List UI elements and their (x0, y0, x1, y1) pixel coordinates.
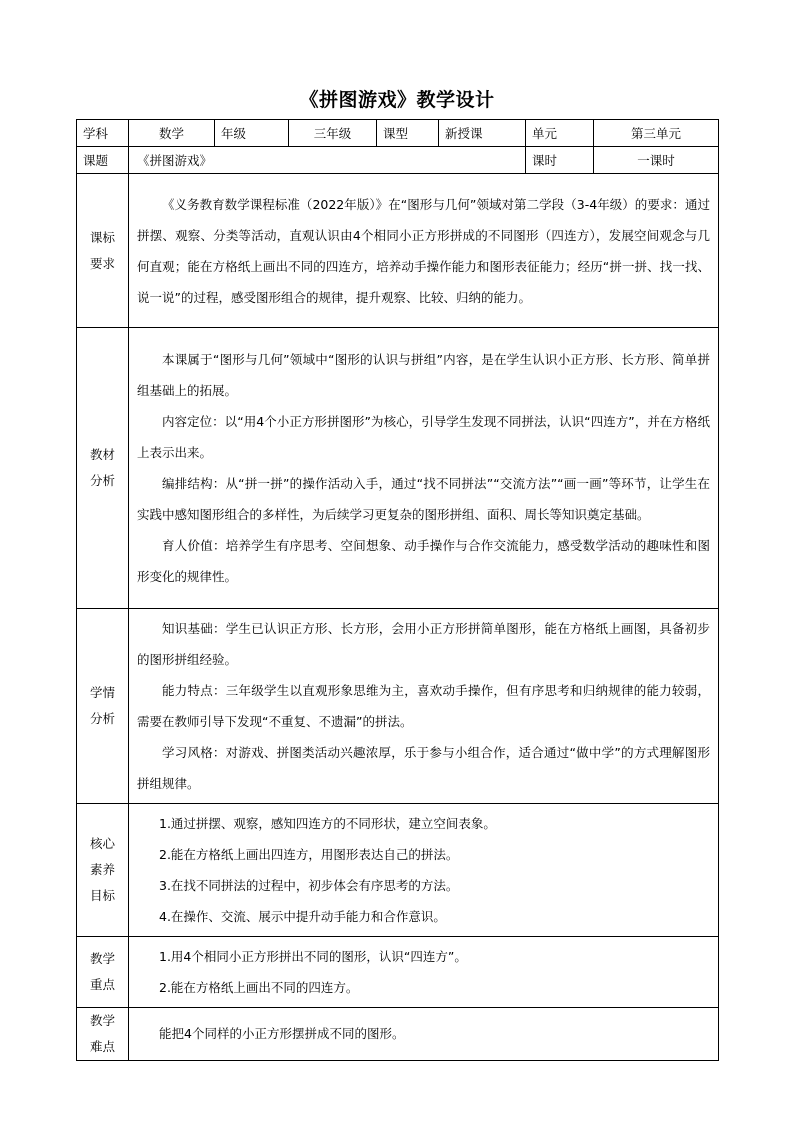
table-row (77, 328, 719, 609)
list-item: 2.能在方格纸上画出四连方，用图形表达自己的拼法。 (159, 847, 459, 862)
textbook-analysis-text: 本课属于“图形与几何”领域中“图形的认识与拼组”内容，是在学生认识小正方形、长方形、简单拼组基础上的拓展。 内容定位：以“用4个小正方形拼图形”为核心，引导学生发现不同拼法，认识“四连方”，并在方格纸上表示出来。 编排结构：从“拼一拼”的操作活动入手，通过“找不同拼法”“交流方法”“画一画”等环节，让学生在实践中感知图形组合的多样性，为后续学习更复杂的图形拼组、面积、周长等知识奠定基础。 育人价值：培养学生有序思考、空间想象、动手操作与合作交流能力，感受数学活动的趣味性和图形变化的规律性。 (129, 328, 719, 609)
unit-label: 单元 (526, 120, 594, 147)
table-row (77, 147, 719, 174)
subject-value: 数学 (129, 120, 215, 147)
table-row (77, 120, 719, 147)
lesson-type-label: 课型 (377, 120, 439, 147)
grade-label: 年级 (215, 120, 289, 147)
difficulty-text: 能把4个同样的小正方形摆拼成不同的图形。 (129, 1008, 719, 1061)
standards-text: 《义务教育数学课程标准（2022年版）》在“图形与几何”领域对第二学段（3-4年级）的要求：通过拼摆、观察、分类等活动，直观认识由4个相同小正方形拼成的不同图形（四连方），发展空间观念与几何直观；能在方格纸上画出不同的四连方，培养动手操作能力和图形表征能力；经历“拼一拼、找一找、说一说”的过程，感受图形组合的规律，提升观察、比较、归纳的能力。 (129, 174, 719, 328)
lesson-plan-table (76, 119, 719, 1061)
list-item: 4.在操作、交流、展示中提升动手能力和合作意识。 (159, 909, 446, 924)
period-label: 课时 (526, 147, 594, 174)
student-analysis-text: 知识基础：学生已认识正方形、长方形，会用小正方形拼简单图形，能在方格纸上画图，具备初步的图形拼组经验。 能力特点：三年级学生以直观形象思维为主，喜欢动手操作，但有序思考和归纳规律的能力较弱，需要在教师引导下发现“不重复、不遗漏”的拼法。 学习风格：对游戏、拼图类活动兴趣浓厚，乐于参与小组合作，适合通过“做中学”的方式理解图形拼组规律。 (129, 609, 719, 804)
key-points-label: 教学 重点 (77, 937, 129, 1008)
table-row (77, 937, 719, 1008)
period-value: 一课时 (594, 147, 719, 174)
textbook-analysis-label: 教材 分析 (77, 328, 129, 609)
unit-value: 第三单元 (594, 120, 719, 147)
goals-list (129, 804, 719, 937)
list-item: 1.通过拼摆、观察，感知四连方的不同形状，建立空间表象。 (159, 816, 496, 831)
goals-label: 核心 素养 目标 (77, 804, 129, 937)
list-item: 3.在找不同拼法的过程中，初步体会有序思考的方法。 (159, 878, 459, 893)
grade-value: 三年级 (289, 120, 377, 147)
difficulty-label: 教学 难点 (77, 1008, 129, 1061)
subject-label: 学科 (77, 120, 129, 147)
standards-label: 课标 要求 (77, 174, 129, 328)
student-analysis-label: 学情 分析 (77, 609, 129, 804)
table-row (77, 1008, 719, 1061)
list-item: 1.用4个相同小正方形拼出不同的图形，认识“四连方”。 (159, 949, 467, 964)
topic-value: 《拼图游戏》 (129, 147, 526, 174)
lesson-type-value: 新授课 (439, 120, 526, 147)
document-title: 《拼图游戏》教学设计 (299, 89, 495, 111)
table-row (77, 174, 719, 328)
topic-label: 课题 (77, 147, 129, 174)
table-row (77, 609, 719, 804)
table-row (77, 804, 719, 937)
key-points-list (129, 937, 719, 1008)
list-item: 2.能在方格纸上画出不同的四连方。 (159, 980, 359, 995)
